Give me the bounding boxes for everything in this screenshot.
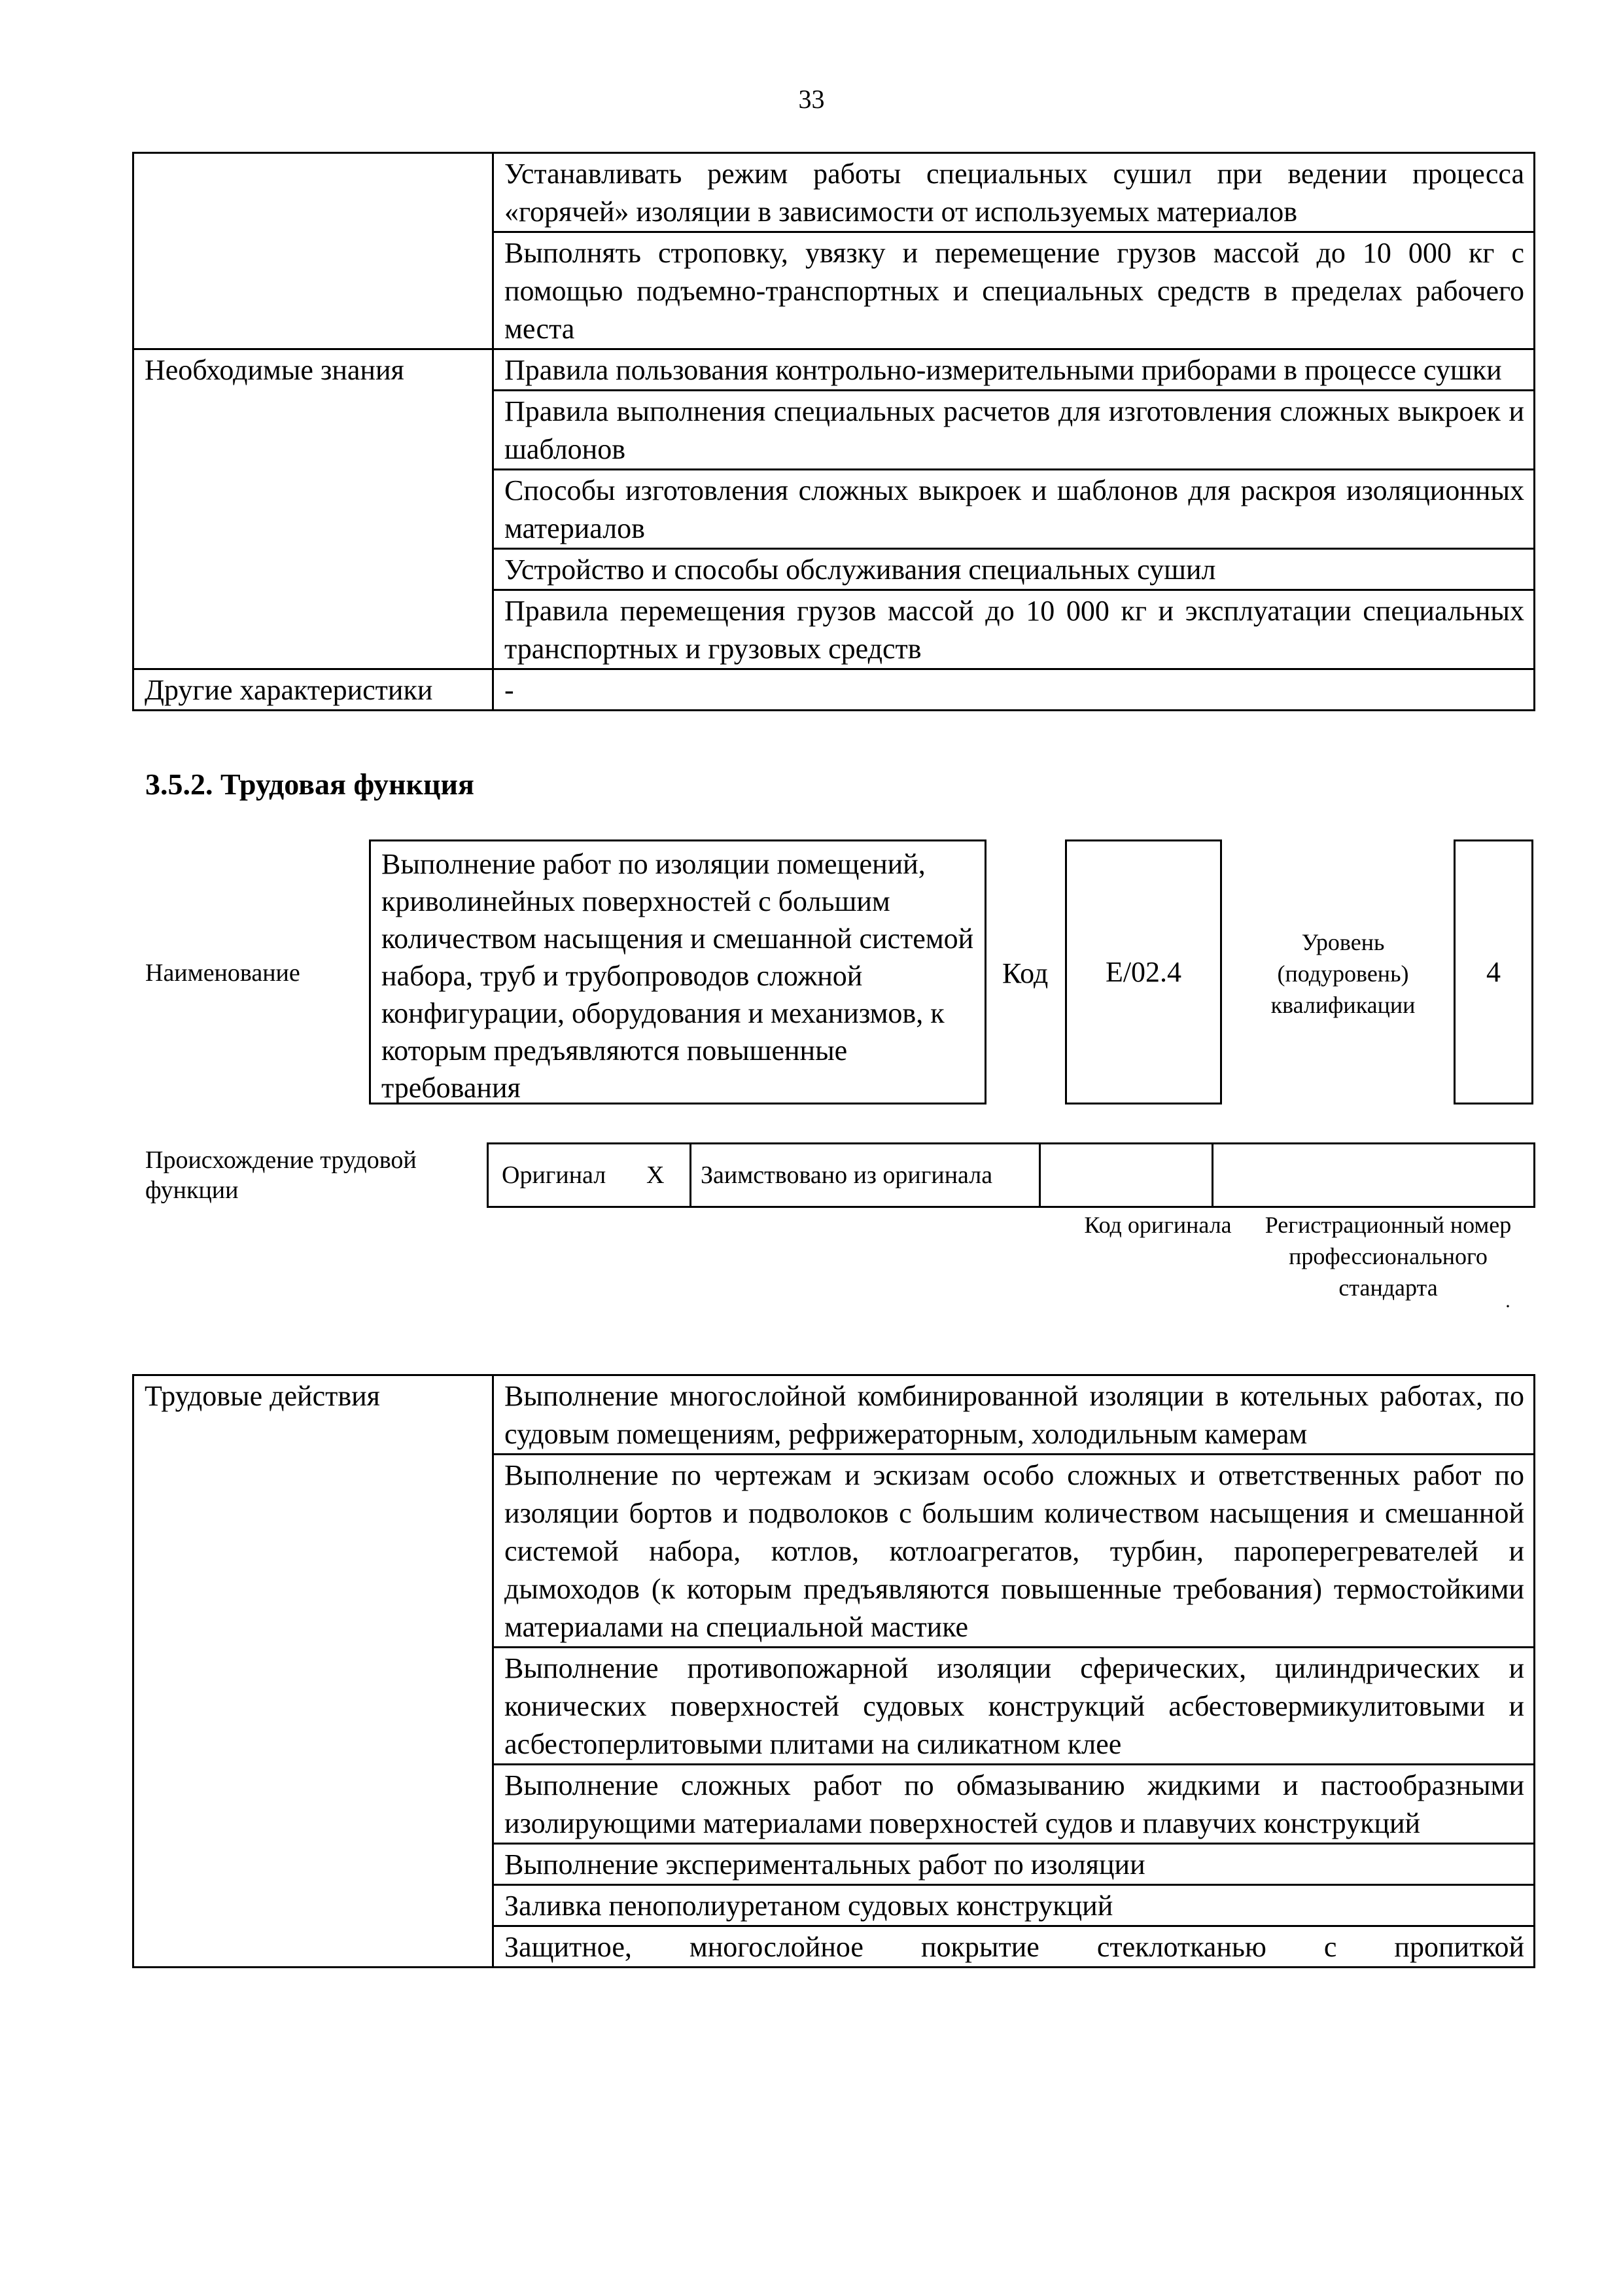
action-item: Выполнение экспериментальных работ по изоляции: [493, 1844, 1535, 1885]
code-label: Код: [1002, 957, 1049, 989]
table-row: [133, 232, 1535, 349]
actions-label: Трудовые действия: [133, 1375, 493, 1968]
table-row: [133, 153, 1535, 232]
origin-table: [487, 1142, 1535, 1208]
row-label: [133, 153, 493, 232]
table-row: [133, 1375, 1535, 1455]
row-text: Правила пользования контрольно-измерительными приборами в процессе сушки: [493, 349, 1535, 391]
qualification-level-box: 4: [1454, 839, 1533, 1104]
row-label: [133, 470, 493, 549]
table-row: [133, 349, 1535, 391]
row-label: [133, 590, 493, 669]
row-label-other: Другие характеристики: [133, 669, 493, 711]
row-text: Устройство и способы обслуживания специальных сушил: [493, 549, 1535, 590]
row-text: -: [493, 669, 1535, 711]
code-original-cell: [1040, 1144, 1213, 1207]
section-heading: 3.5.2. Трудовая функция: [145, 768, 474, 801]
action-item: Выполнение по чертежам и эскизам особо сложных и ответственных работ по изоляции бортов и подволоков с большим количеством насыщения и смешанной системой набора, котлов, котлоагрегатов, турбин, пароперегревателей и дымоходов (к которым предъявляются повышенные требования) термостойкими материалами на специальной мастике: [493, 1455, 1535, 1648]
table-row: [133, 470, 1535, 549]
table-row: [133, 391, 1535, 470]
stray-dot: ·: [1505, 1296, 1511, 1317]
origin-label: Происхождение трудовой функции: [145, 1146, 417, 1204]
table-row: [133, 590, 1535, 669]
reg-number-cell: [1213, 1144, 1535, 1207]
name-label: Наименование: [145, 959, 300, 987]
row-label: [133, 549, 493, 590]
row-text: Правила перемещения грузов массой до 10 000 кг и эксплуатации специальных транспортных и грузовых средств: [493, 590, 1535, 669]
row-label-knowledge: Необходимые знания: [133, 349, 493, 391]
row-text: Правила выполнения специальных расчетов для изготовления сложных выкроек и шаблонов: [493, 391, 1535, 470]
action-item: Заливка пенополиуретаном судовых конструкций: [493, 1885, 1535, 1926]
reg-number-caption: Регистрационный номер профессионального стандарта: [1265, 1212, 1512, 1301]
original-mark: X: [621, 1144, 691, 1207]
action-item: Защитное, многослойное покрытие стеклотканью с пропиткой: [493, 1926, 1535, 1968]
action-item: Выполнение многослойной комбинированной изоляции в котельных работах, по судовым помещениям, рефрижераторным, холодильным камерам: [493, 1375, 1535, 1455]
code-original-caption: Код оригинала: [1084, 1212, 1232, 1238]
row-text: Выполнять строповку, увязку и перемещение грузов массой до 10 000 кг с помощью подъемно-транспортных и специальных средств в пределах рабочего места: [493, 232, 1535, 349]
page-number: 33: [798, 84, 825, 114]
table-row: [133, 549, 1535, 590]
row-label: [133, 232, 493, 349]
row-label: [133, 391, 493, 470]
labour-actions-table: [132, 1374, 1535, 1968]
function-name-box: Выполнение работ по изоляции помещений, криволинейных поверхностей с большим количеством насыщения и смешанной системой набора, труб и трубопроводов сложной конфигурации, оборудования и механизмов, к которым предъявляются повышенные требования: [369, 839, 986, 1104]
action-item: Выполнение сложных работ по обмазыванию жидкими и пастообразными изолирующими материалами поверхностей судов и плавучих конструкций: [493, 1765, 1535, 1844]
action-item: Выполнение противопожарной изоляции сферических, цилиндрических и конических поверхностей судовых конструкций асбестовермикулитовыми и асбестоперлитовыми плитами на силикатном клее: [493, 1648, 1535, 1765]
original-label: Оригинал: [488, 1144, 621, 1207]
function-code-box: E/02.4: [1065, 839, 1222, 1104]
qualification-level-label: Уровень (подуровень) квалификации: [1270, 929, 1416, 1018]
borrowed-label: Заимствовано из оригинала: [691, 1144, 1040, 1207]
row-text: Способы изготовления сложных выкроек и шаблонов для раскроя изоляционных материалов: [493, 470, 1535, 549]
table-row: [133, 669, 1535, 711]
row-text: Устанавливать режим работы специальных сушил при ведении процесса «горячей» изоляции в зависимости от используемых материалов: [493, 153, 1535, 232]
skills-knowledge-table: [132, 152, 1535, 711]
